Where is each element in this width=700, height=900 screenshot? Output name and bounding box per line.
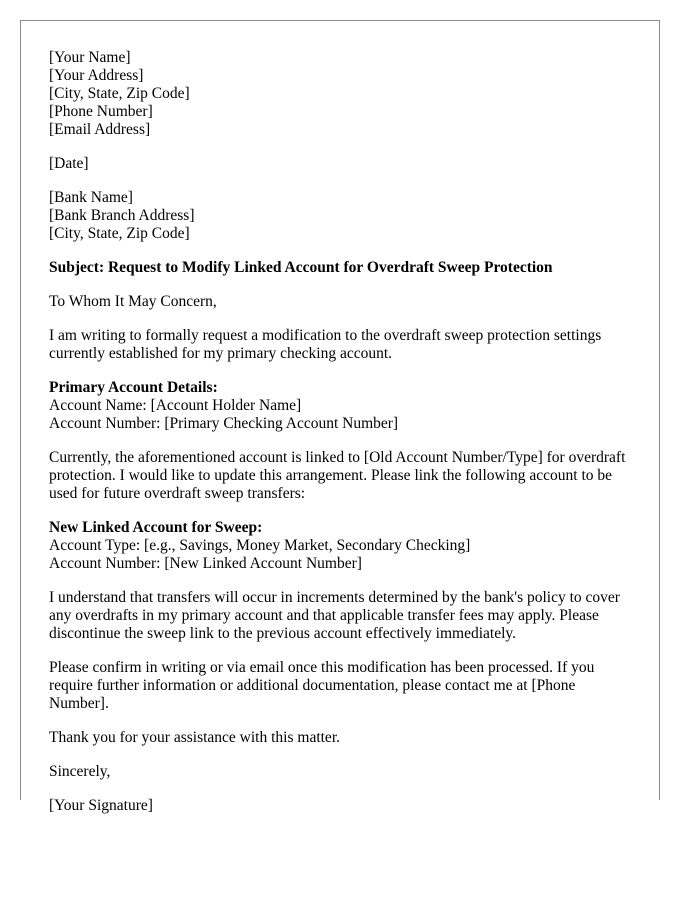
salutation: To Whom It May Concern, (49, 293, 217, 310)
sender-name: [Your Name] (49, 49, 131, 66)
primary-account-name: Account Name: [Account Holder Name] (49, 397, 302, 414)
primary-account-number: Account Number: [Primary Checking Account Number] (49, 415, 399, 432)
new-account-block (49, 519, 634, 573)
primary-account-block (49, 379, 634, 433)
letter-body (49, 49, 634, 831)
primary-account-heading: Primary Account Details: (49, 379, 218, 396)
letter-date: [Date] (49, 155, 89, 172)
new-account-type: Account Type: [e.g., Savings, Money Market, Secondary Checking] (49, 537, 471, 554)
recipient-bank-name: [Bank Name] (49, 189, 133, 206)
closing-line: Sincerely, (49, 763, 111, 780)
recipient-branch-address: [Bank Branch Address] (49, 207, 195, 224)
sender-address: [Your Address] (49, 67, 144, 84)
signature-line: [Your Signature] (49, 797, 153, 814)
current-arrangement-paragraph: Currently, the aforementioned account is linked to [Old Account Number/Type] for overdraft protection. I would like to update this arrangement. Please link the following account to be used for future overdraft sweep transfers: (49, 449, 626, 502)
sender-city-state-zip: [City, State, Zip Code] (49, 85, 190, 102)
subject-line: Subject: Request to Modify Linked Account for Overdraft Sweep Protection (49, 259, 553, 276)
intro-paragraph: I am writing to formally request a modification to the overdraft sweep protection settings currently established for my primary checking account. (49, 327, 602, 362)
sender-phone: [Phone Number] (49, 103, 153, 120)
thanks-line: Thank you for your assistance with this matter. (49, 729, 340, 746)
recipient-block (49, 189, 634, 243)
letter-page (20, 20, 660, 814)
sender-block (49, 49, 634, 139)
new-account-heading: New Linked Account for Sweep: (49, 519, 263, 536)
recipient-city-state-zip: [City, State, Zip Code] (49, 225, 190, 242)
confirmation-paragraph: Please confirm in writing or via email once this modification has been processed. If you require further information or additional documentation, please contact me at [Phone Number]. (49, 659, 595, 712)
understanding-paragraph: I understand that transfers will occur in increments determined by the bank's policy to cover any overdrafts in my primary account and that applicable transfer fees may apply. Please discontinue the sweep link to the previous account effectively immediately. (49, 589, 620, 642)
sender-email: [Email Address] (49, 121, 151, 138)
new-account-number: Account Number: [New Linked Account Number] (49, 555, 362, 572)
